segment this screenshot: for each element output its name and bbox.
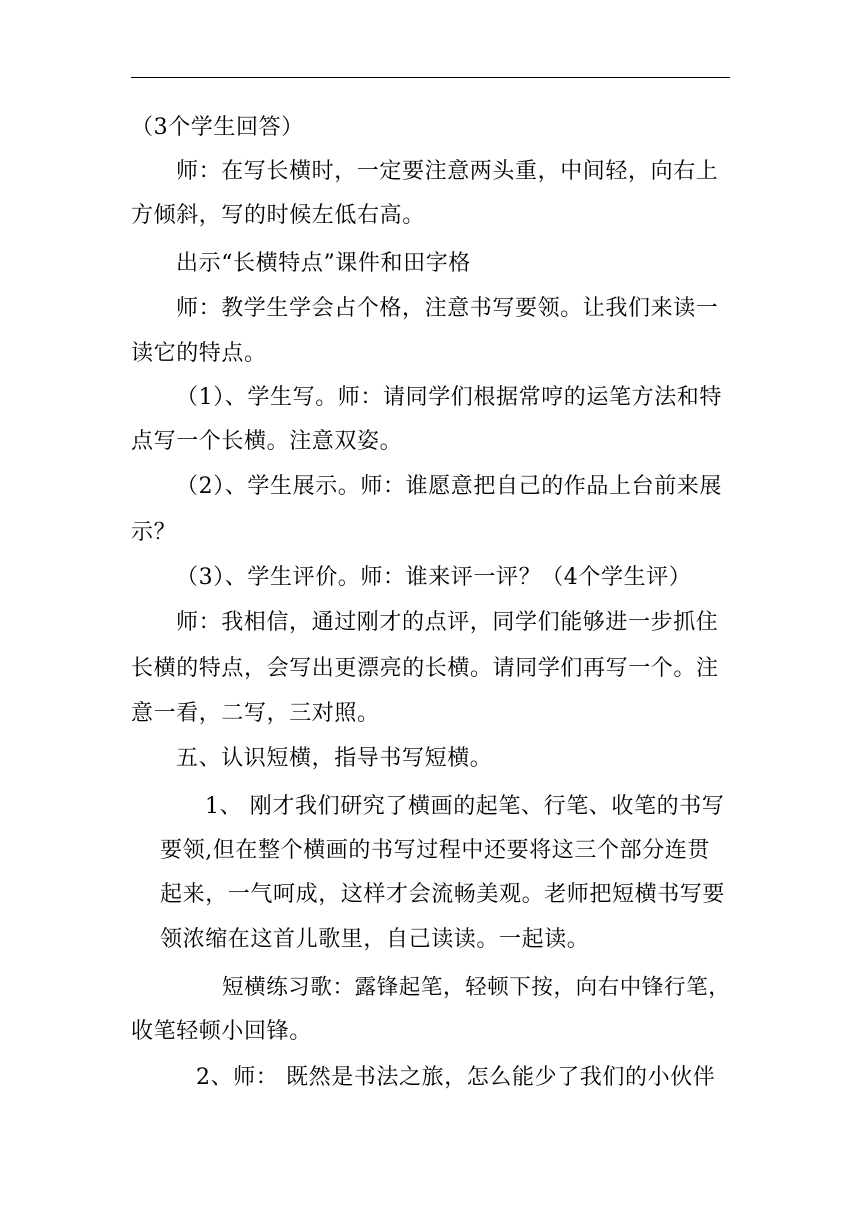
text-line-7: （1）、学生写。师：请同学们根据常哼的运笔方法和特 (176, 385, 722, 410)
text-line-19: 领浓缩在这首儿歌里，自己读读。一起读。 (160, 927, 590, 952)
text-line-8: 点写一个长横。注意双姿。 (131, 429, 403, 454)
text-line-20: 短横练习歌：露锋起笔，轻顿下按，向右中锋行笔， (222, 975, 731, 1000)
text-line-2: 师：在写长横时，一定要注意两头重，中间轻，向右上 (176, 159, 719, 184)
text-line-15: 五、认识短横，指导书写短横。 (176, 746, 493, 771)
header-rule (131, 77, 730, 78)
text-line-14: 意一看，二写，三对照。 (131, 701, 380, 726)
text-line-4: 出示“长横特点”课件和田字格 (176, 251, 471, 276)
text-line-22: 2、师： 既然是书法之旅，怎么能少了我们的小伙伴 (196, 1065, 716, 1090)
text-line-6: 读它的特点。 (131, 341, 267, 366)
text-line-21: 收笔轻顿小回锋。 (131, 1019, 312, 1044)
text-line-1: （3个学生回答） (131, 115, 304, 140)
text-line-10: 示？ (131, 520, 177, 545)
text-line-9: （2）、学生展示。师：谁愿意把自己的作品上台前来展 (176, 474, 722, 499)
text-line-11: （3）、学生评价。师：谁来评一评？（4个学生评） (176, 565, 692, 590)
text-line-12: 师：我相信，通过刚才的点评，同学们能够进一步抓住 (176, 610, 719, 635)
text-line-16: 1、 刚才我们研究了横画的起笔、行笔、收笔的书写 (205, 794, 725, 819)
text-line-13: 长横的特点，会写出更漂亮的长横。请同学们再写一个。注 (131, 656, 719, 681)
text-line-3: 方倾斜，写的时候左低右高。 (131, 203, 425, 228)
text-line-18: 起来，一气呵成，这样才会流畅美观。老师把短横书写要 (160, 882, 726, 907)
text-line-5: 师：教学生学会占个格，注意书写要领。让我们来读一 (176, 296, 719, 321)
text-line-17: 要领,但在整个横画的书写过程中还要将这三个部分连贯 (160, 838, 710, 863)
